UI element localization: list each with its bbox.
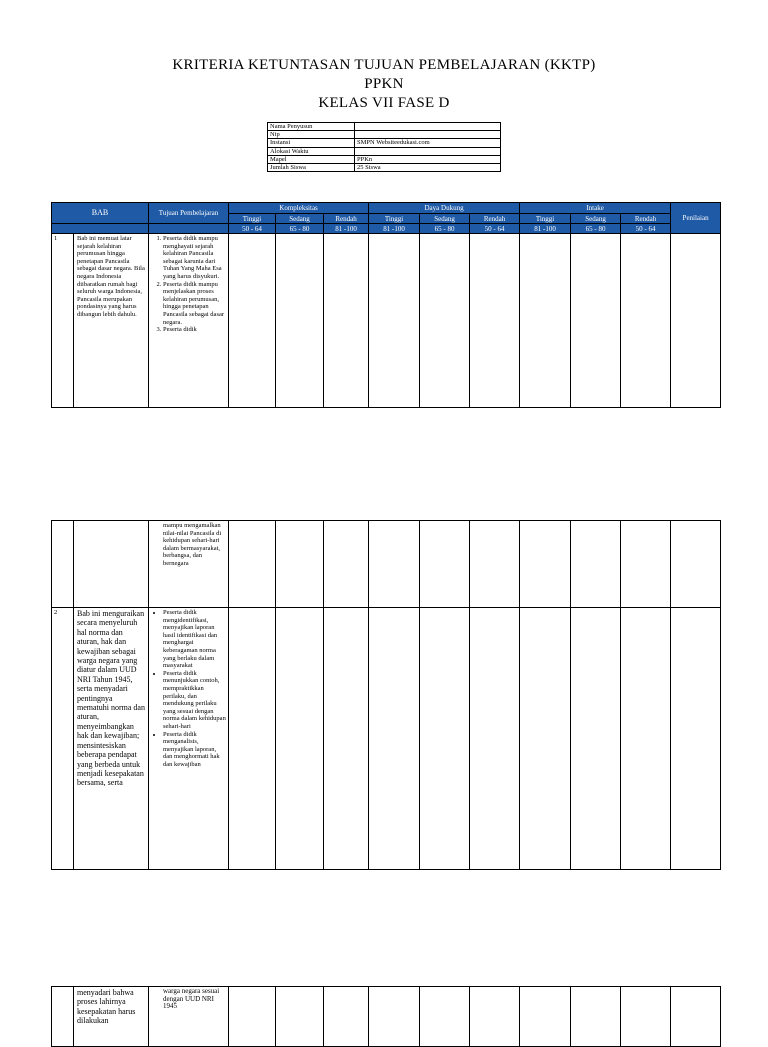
score-cell[interactable] bbox=[229, 234, 276, 408]
header-intake: Intake bbox=[520, 203, 671, 214]
score-cell[interactable] bbox=[276, 608, 324, 870]
header-kompleksitas: Kompleksitas bbox=[229, 203, 369, 214]
score-cell[interactable] bbox=[571, 234, 621, 408]
tujuan-cell bbox=[149, 234, 229, 408]
header-level: Rendah bbox=[324, 214, 369, 224]
score-cell[interactable] bbox=[276, 987, 324, 1047]
header-level: Tinggi bbox=[229, 214, 276, 224]
tujuan-item: • Peserta didik menunjukkan contoh, mempraktikkan perilaku, dan mendukung perilaku yang sesuai dengan norma dalam kehidupan sehari-hari bbox=[163, 670, 226, 731]
kktp-table-1 bbox=[51, 202, 721, 408]
score-cell[interactable] bbox=[324, 987, 369, 1047]
tujuan-item: 3. Peserta didik bbox=[163, 326, 226, 334]
score-cell[interactable] bbox=[229, 608, 276, 870]
score-cell[interactable] bbox=[621, 608, 671, 870]
score-cell[interactable] bbox=[420, 987, 470, 1047]
header-level: Tinggi bbox=[520, 214, 571, 224]
tujuan-clip bbox=[151, 235, 226, 407]
info-value bbox=[355, 123, 501, 131]
tujuan-item: 1. Peserta didik mampu menghayati sejarah kelahiran Pancasila sebagai karunia dari Tuhan Yang Maha Esa yang harus disyukuri. bbox=[163, 235, 226, 281]
score-cell[interactable] bbox=[470, 521, 520, 608]
tujuan-clip bbox=[151, 609, 226, 869]
score-cell[interactable] bbox=[520, 234, 571, 408]
score-cell[interactable] bbox=[369, 608, 420, 870]
header-range: 50 - 64 bbox=[470, 224, 520, 234]
info-table bbox=[267, 122, 501, 172]
header-blank bbox=[52, 224, 149, 234]
info-label: Mapel bbox=[268, 155, 355, 163]
score-cell[interactable] bbox=[276, 234, 324, 408]
score-cell[interactable] bbox=[324, 608, 369, 870]
header-level: Rendah bbox=[621, 214, 671, 224]
title-line-3: KELAS VII FASE D bbox=[318, 95, 450, 111]
info-value: PPKn bbox=[355, 155, 501, 163]
score-cell[interactable] bbox=[324, 521, 369, 608]
info-row bbox=[268, 131, 501, 139]
bab-description: Bab ini memuat latar sejarah kelahiran perumusan hingga penetapan Pancasila sebagai dasar negara. Bila negara Indonesia diibaratkan rumah bagi seluruh warga Indonesia, Pancasila merupakan pondasinya yang harus dibangun lebih dahulu. bbox=[74, 234, 149, 408]
score-cell[interactable] bbox=[621, 987, 671, 1047]
tujuan-list bbox=[151, 235, 226, 334]
header-blank bbox=[149, 224, 229, 234]
score-cell[interactable] bbox=[470, 608, 520, 870]
tujuan-item: • Peserta didik mengidentifikasi, menyajikan laporan hasil identifikasi dan menghargai keberagaman norma yang berlaku dalam masyarakat bbox=[163, 609, 226, 670]
tujuan-item: 2. Peserta didik mampu menjelaskan proses kelahiran perumusan, hingga penetapan Pancasila sebagai dasar negara. bbox=[163, 281, 226, 327]
tujuan-cell bbox=[149, 608, 229, 870]
score-cell[interactable] bbox=[369, 987, 420, 1047]
info-value: SMPN Websiteedukasi.com bbox=[355, 139, 501, 147]
header-level: Sedang bbox=[571, 214, 621, 224]
header-level: Tinggi bbox=[369, 214, 420, 224]
score-cell[interactable] bbox=[369, 521, 420, 608]
score-cell[interactable] bbox=[571, 521, 621, 608]
kktp-table-3 bbox=[51, 986, 721, 1047]
score-cell[interactable] bbox=[621, 234, 671, 408]
score-cell[interactable] bbox=[276, 521, 324, 608]
header-level: Rendah bbox=[470, 214, 520, 224]
bab-description bbox=[74, 521, 149, 608]
bab-description: Bab ini menguraikan secara menyeluruh hal norma dan aturan, hak dan kewajiban sebagai warga negara yang diatur dalam UUD NRI Tahun 1945, serta menyadari pentingnya mematuhi norma dan aturan, menyeimbangkan hak dan kewajiban; mensintesiskan beberapa pendapat yang berbeda untuk menjadi kesepakatan bersama, serta bbox=[74, 608, 149, 870]
header-level: Sedang bbox=[420, 214, 470, 224]
info-label: Jumlah Siswa bbox=[268, 163, 355, 171]
score-cell[interactable] bbox=[420, 521, 470, 608]
info-row bbox=[268, 155, 501, 163]
header-daya-dukung: Daya Dukung bbox=[369, 203, 520, 214]
header-penilaian: Penilaian bbox=[671, 203, 721, 234]
header-tujuan: Tujuan Pembelajaran bbox=[149, 203, 229, 224]
score-cell[interactable] bbox=[470, 987, 520, 1047]
info-value bbox=[355, 147, 501, 155]
header-range: 81 -100 bbox=[369, 224, 420, 234]
header-bab: BAB bbox=[52, 203, 149, 224]
score-cell[interactable] bbox=[229, 521, 276, 608]
row-number: 1 bbox=[52, 234, 74, 408]
table-row bbox=[52, 521, 721, 608]
document-title bbox=[0, 56, 768, 113]
score-cell[interactable] bbox=[520, 987, 571, 1047]
header-range: 65 - 80 bbox=[420, 224, 470, 234]
info-row bbox=[268, 139, 501, 147]
score-cell[interactable] bbox=[369, 234, 420, 408]
header-range: 65 - 80 bbox=[571, 224, 621, 234]
score-cell[interactable] bbox=[671, 521, 721, 608]
tujuan-continued: mampu mengamalkan nilai-nilai Pancasila di kehidupan sehari-hari dalam bermasyarakat, berbangsa, dan bernegara bbox=[149, 521, 229, 608]
header-range: 50 - 64 bbox=[229, 224, 276, 234]
score-cell[interactable] bbox=[520, 521, 571, 608]
info-label: Nip bbox=[268, 131, 355, 139]
table-row bbox=[52, 608, 721, 870]
row-number: 2 bbox=[52, 608, 74, 870]
tujuan-continued: warga negara sesuai dengan UUD NRI 1945 bbox=[149, 987, 229, 1047]
bab-description: menyadari bahwa proses lahirnya kesepakatan harus dilakukan bbox=[74, 987, 149, 1047]
title-line-1: KRITERIA KETUNTASAN TUJUAN PEMBELAJARAN (KKTP) bbox=[172, 57, 596, 73]
info-label: Alokasi Waktu bbox=[268, 147, 355, 155]
header-range: 81 -100 bbox=[324, 224, 369, 234]
header-range: 81 -100 bbox=[520, 224, 571, 234]
score-cell[interactable] bbox=[520, 608, 571, 870]
score-cell[interactable] bbox=[671, 234, 721, 408]
score-cell[interactable] bbox=[470, 234, 520, 408]
score-cell[interactable] bbox=[571, 987, 621, 1047]
info-value: 25 Siswa bbox=[355, 163, 501, 171]
table-row bbox=[52, 987, 721, 1047]
row-number bbox=[52, 521, 74, 608]
kktp-table-2 bbox=[51, 520, 721, 870]
table-row bbox=[52, 234, 721, 408]
row-number bbox=[52, 987, 74, 1047]
score-cell[interactable] bbox=[571, 608, 621, 870]
header-range: 65 - 80 bbox=[276, 224, 324, 234]
header-range: 50 - 64 bbox=[621, 224, 671, 234]
score-cell[interactable] bbox=[671, 987, 721, 1047]
info-label: Instansi bbox=[268, 139, 355, 147]
info-row bbox=[268, 147, 501, 155]
info-label: Nama Penyusun bbox=[268, 123, 355, 131]
info-row bbox=[268, 163, 501, 171]
score-cell[interactable] bbox=[324, 234, 369, 408]
score-cell[interactable] bbox=[621, 521, 671, 608]
info-row bbox=[268, 123, 501, 131]
score-cell[interactable] bbox=[420, 234, 470, 408]
score-cell[interactable] bbox=[229, 987, 276, 1047]
header-level: Sedang bbox=[276, 214, 324, 224]
score-cell[interactable] bbox=[420, 608, 470, 870]
score-cell[interactable] bbox=[671, 608, 721, 870]
tujuan-list bbox=[151, 609, 226, 768]
info-value bbox=[355, 131, 501, 139]
tujuan-item: • Peserta didik menganalisis, menyajikan laporan, dan menghormati hak dan kewajiban bbox=[163, 731, 226, 769]
title-line-2: PPKN bbox=[364, 76, 404, 92]
